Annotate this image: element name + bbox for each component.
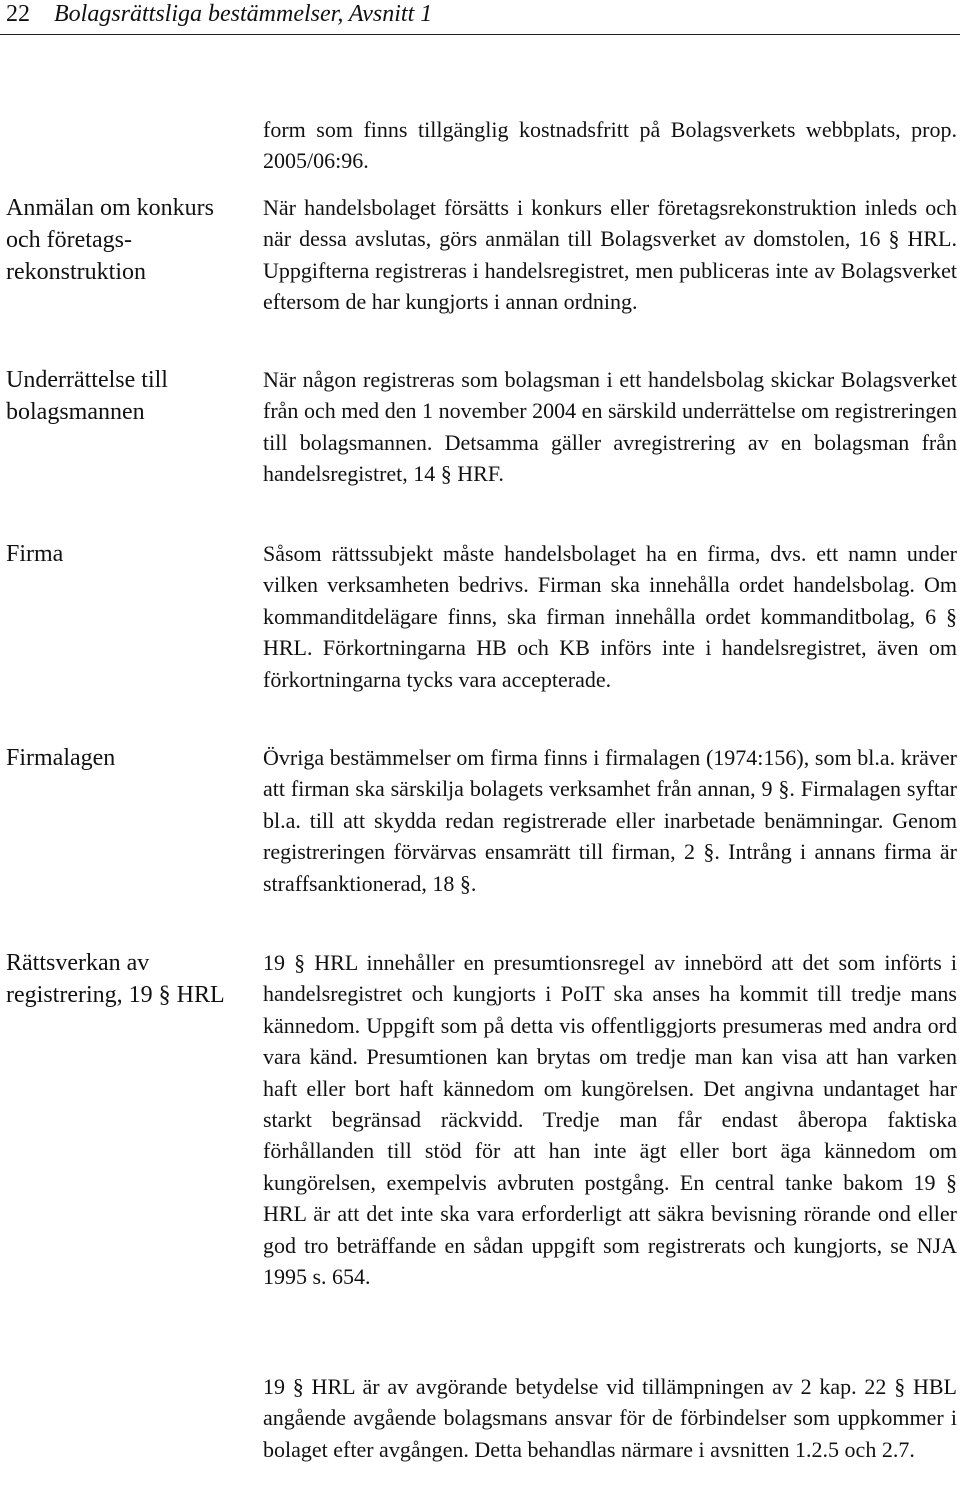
paragraph-firma: Såsom rättssubjekt måste handelsbolaget ha en firma, dvs. ett namn under vilken verksamheten bedrivs. Firman ska innehålla ordet handelsbolag. Om kommanditdelägare finns, ska firman innehålla ordet kommanditbolag, 6 § HRL. Förkortningarna HB och KB införs inte i handelsregistret, även om förkortningarna tycks vara accepterade. bbox=[263, 541, 957, 692]
paragraph-konkurs: När handelsbolaget försätts i konkurs eller företagsrekonstruktion inleds och när dessa avslutas, görs anmälan till Bolagsverket av domstolen, 16 § HRL. Uppgifterna registreras i handelsregistret, men publiceras inte av Bolagsverket eftersom de har kungjorts i annan ordning. bbox=[263, 195, 957, 315]
paragraph-form: form som finns tillgänglig kostnadsfritt på Bolagsverkets webbplats, prop. 2005/06:96. bbox=[263, 117, 957, 174]
paragraph-avgorande: 19 § HRL är av avgörande betydelse vid tillämpningen av 2 kap. 22 § HBL angående avgående bolagsmans ansvar för de förbindelser som uppkommer i bolaget efter avgången. Detta behandlas närmare i avsnitten 1.2.5 och 2.7. bbox=[263, 1374, 957, 1462]
margin-heading-underrattelse: Underrättelse till bolagsmannen bbox=[6, 367, 168, 425]
paragraph-firmalagen: Övriga bestämmelser om firma finns i firmalagen (1974:156), som bl.a. kräver att firman ska särskilja bolagets verksamhet från annan, 9 §. Firmalagen syftar bl.a. till att skydda redan registrerade eller inarbetade benämningar. Genom registreringen förvärvas ensamrätt till firman, 2 §. Intrång i annans firma är straffsanktionerad, 18 §. bbox=[263, 745, 957, 896]
margin-heading-firma: Firma bbox=[6, 541, 64, 567]
paragraph-rattsverkan: 19 § HRL innehåller en presumtionsregel av innebörd att det som införts i handelsregistret och kungjorts i PoIT ska anses ha kommit till tredje mans kännedom. Uppgift som på detta vis offentliggjorts presumeras med andra ord vara känd. Presumtionen kan brytas om tredje man kan visa att han varken haft eller bort haft kännedom om kungörelsen. Det angivna undantaget har starkt begränsad räckvidd. Tredje man får endast åberopa faktiska förhållanden till stöd för att han inte ägt eller bort äga kännedom om kungörelsen, exempelvis avbruten postgång. En central tanke bakom 19 § HRL är att det inte ska vara erforderligt att säkra bevisning rörande ond eller god tro beträffande en sådan uppgift som registrerats och kungjorts, se NJA 1995 s. 654. bbox=[263, 950, 957, 1290]
margin-heading-firmalagen: Firmalagen bbox=[6, 745, 116, 771]
paragraph-underrattelse: När någon registreras som bolagsman i ett handelsbolag skickar Bolagsverket från och med den 1 november 2004 en särskild underrättelse om registreringen till bolagsmannen. Detsamma gäller avregistrering av en bolagsman från handelsregistret, 14 § HRF. bbox=[263, 367, 957, 487]
margin-heading-konkurs: Anmälan om konkurs och företagsrekonstruktion bbox=[6, 195, 214, 285]
page-header bbox=[6, 0, 432, 36]
margin-heading-rattsverkan: Rättsverkan av registrering, 19 § HRL bbox=[6, 950, 225, 1008]
running-title: Bolagsrättsliga bestämmelser, Avsnitt 1 bbox=[54, 1, 433, 27]
header-rule bbox=[0, 34, 960, 35]
page-number: 22 bbox=[6, 1, 30, 27]
